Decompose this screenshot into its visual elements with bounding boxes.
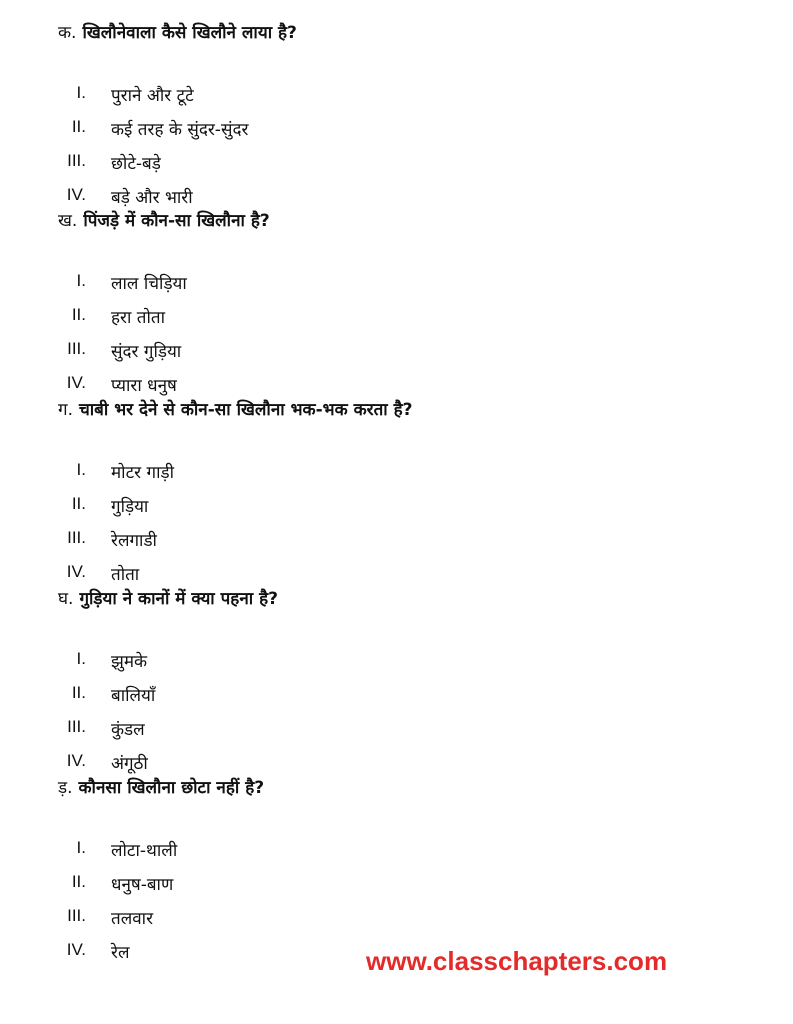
option-text: छोटे-बड़े [111,154,161,174]
question-text: कौनसा खिलौना छोटा नहीं है? [78,778,265,798]
option-numeral: III. [67,151,86,170]
option-numeral: IV. [66,562,86,581]
option-text: झुमके [111,652,148,672]
option-numeral: II. [71,117,86,136]
question-prefix: ग. [58,400,73,420]
option-numeral: II. [71,494,86,513]
question-5 [58,775,264,798]
website-watermark: www.classchapters.com [366,946,668,976]
question-text: पिंजड़े में कौन-सा खिलौना है? [83,211,270,231]
option-text: पुराने और टूटे [111,86,194,106]
question-prefix: क. [58,23,77,43]
option-text: रेलगाडी [111,531,157,551]
option-numeral: III. [67,906,86,925]
option-text: धनुष-बाण [111,875,174,895]
option-text: मोटर गाड़ी [111,463,174,483]
question-1 [58,20,297,43]
option-text: गुड़िया [111,497,149,517]
option-text: बालियाँ [111,686,156,706]
question-3 [58,397,412,420]
option-numeral: II. [71,683,86,702]
option-text: रेल [111,943,130,963]
option-numeral: I. [76,460,86,479]
option-numeral: I. [76,271,86,290]
option-numeral: IV. [66,940,86,959]
option-text: तोता [111,565,140,585]
option-numeral: I. [76,649,86,668]
question-text: चाबी भर देने से कौन-सा खिलौना भक-भक करता है? [78,400,413,420]
option-numeral: IV. [66,751,86,770]
option-text: लोटा-थाली [111,841,178,861]
option-numeral: II. [71,305,86,324]
question-text: गुड़िया ने कानों में क्या पहना है? [79,589,278,609]
option-numeral: I. [76,838,86,857]
option-text: कई तरह के सुंदर-सुंदर [111,120,249,140]
question-prefix: घ. [58,589,74,609]
question-prefix: ड़. [58,778,73,798]
option-text: तलवार [111,909,154,929]
question-4 [58,586,278,609]
question-2 [58,208,270,231]
option-text: हरा तोता [111,308,165,328]
question-prefix: ख. [58,211,78,231]
option-numeral: III. [67,528,86,547]
option-numeral: I. [76,83,86,102]
option-text: अंगूठी [111,754,148,774]
option-numeral: IV. [66,185,86,204]
option-numeral: III. [67,339,86,358]
question-text: खिलौनेवाला कैसे खिलौने लाया है? [82,23,297,43]
option-numeral: III. [67,717,86,736]
option-text: बड़े और भारी [111,188,193,208]
option-text: लाल चिड़िया [111,274,187,294]
option-text: कुंडल [111,720,145,740]
option-numeral: II. [71,872,86,891]
option-text: प्यारा धनुष [111,376,177,396]
option-text: सुंदर गुड़िया [111,342,182,362]
option-numeral: IV. [66,373,86,392]
